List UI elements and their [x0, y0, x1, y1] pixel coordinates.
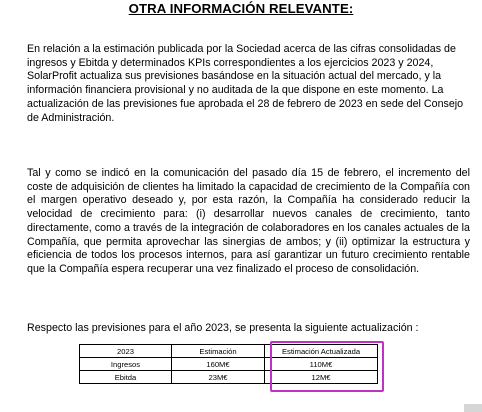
table-row [80, 371, 378, 384]
section-heading: OTRA INFORMACIÓN RELEVANTE: [128, 1, 354, 16]
table-row [80, 358, 378, 371]
paragraph-table-intro: Respecto las previsiones para el año 2023, se presenta la siguiente actualización : [27, 322, 419, 334]
paragraph-forecast-update: En relación a la estimación publicada por la Sociedad acerca de las cifras consolidadas de ingresos y Ebitda y determinados KPIs correspondientes a los ejercicios 2023 y 2024, SolarProfit actualiza sus previsiones basándose en la situación actual del mercado, y la información financiera provisional y no auditada de la que dispone en este momento. La actualización de las previsiones fue aprobada el 28 de febrero de 2023 en sede del Consejo de Administración. [27, 43, 464, 124]
table-cell: 110M€ [265, 358, 378, 371]
paragraph-growth-context: Tal y como se indicó en la comunicación del pasado día 15 de febrero, el incremento del coste de adquisición de clientes ha limitado la capacidad de crecimiento de la Compañía con el margen operativo deseado y, por esta razón, la Compañía ha considerado reducir la velocidad de crecimiento para: (i) desarrollar nuevos canales de crecimiento, tanto directamente, como a través de la integración de colaboradores en los canales actuales de la Compañía, que permita aprovechar las sinergias de ambos; y (ii) optimizar la estructura y eficiencia de todos los procesos internos, para así garantizar un futuro crecimiento rentable que la Compañía espera recuperar una vez finalizado el proceso de consolidación. [27, 167, 470, 275]
table-cell: Ebitda [80, 371, 172, 384]
page-corner [464, 404, 482, 412]
table-cell: Ingresos [80, 358, 172, 371]
table-header-cell: Estimación Actualizada [265, 345, 378, 358]
table-header-cell: Estimación [172, 345, 265, 358]
forecast-table [79, 344, 378, 384]
table-cell: 160M€ [172, 358, 265, 371]
table-cell: 12M€ [265, 371, 378, 384]
table-header-row [80, 345, 378, 358]
table-cell: 23M€ [172, 371, 265, 384]
table-header-cell: 2023 [80, 345, 172, 358]
